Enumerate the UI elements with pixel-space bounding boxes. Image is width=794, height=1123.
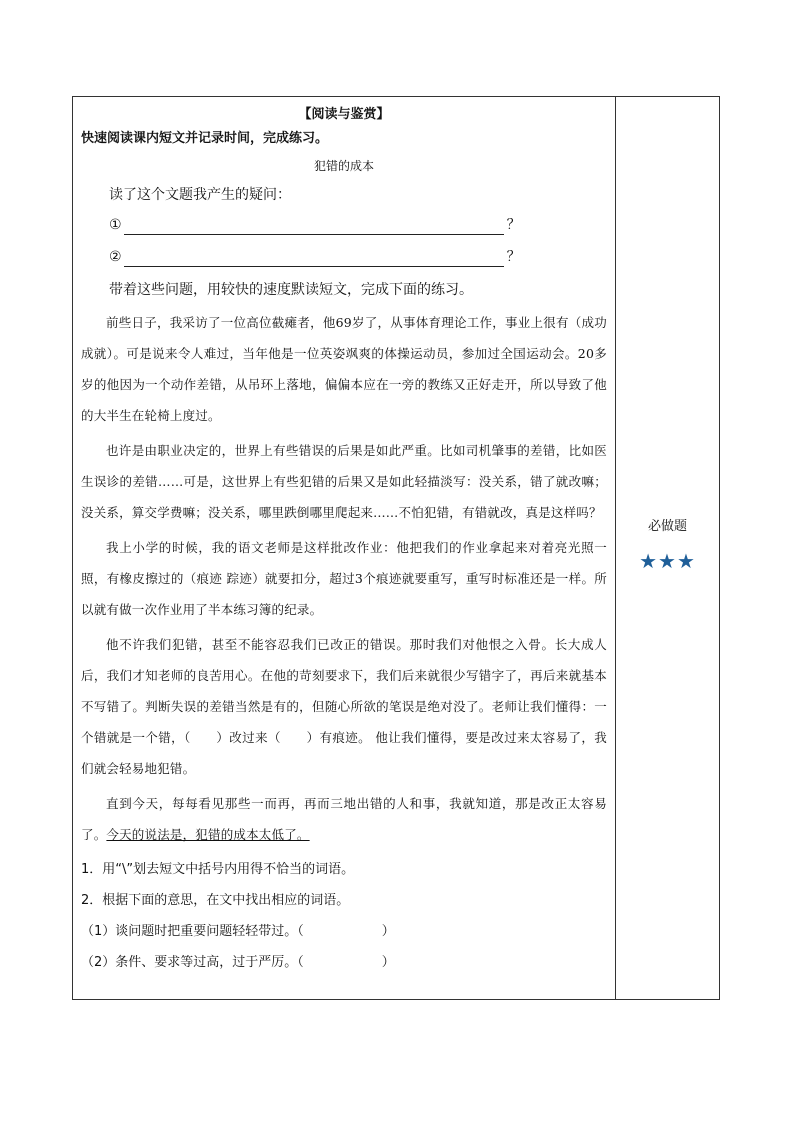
worksheet-table (72, 96, 720, 1000)
sub-question-1: （1）谈问题时把重要问题轻轻带过。（ ） (81, 924, 395, 939)
answer-blank[interactable] (124, 248, 504, 267)
question-mark: ？ (506, 249, 521, 265)
essay-paragraph-last (81, 788, 607, 850)
side-cell (615, 97, 719, 999)
essay-paragraph: 他不许我们犯错，甚至不能容忍我们已改正的错误。那时我们对他恨之入骨。长大成人后，我们才知老师的良苦用心。在他的苛刻要求下，我们后来就很少写错字了，再后来就基本不写错了。判断失误的差错当然是有的，但随心所欲的笔误是绝对没了。老师让我们懂得：一个错就是一个错，（ ）改过来（ ）有痕迹。 他让我们懂得，要是改过来太容易了，我们就会轻易地犯错。 (81, 637, 607, 776)
essay-paragraph: 我上小学的时候，我的语文老师是这样批改作业：他把我们的作业拿起来对着亮光照一照，有橡皮擦过的（痕迹 踪迹）就要扣分，超过3个痕迹就要重写，重写时标准还是一样。所以就有做一次作业用了半本练习簿的纪录。 (81, 540, 607, 617)
answer-blank[interactable] (124, 216, 504, 235)
sub-question-2: （2）条件、要求等过高，过于严厉。（ ） (81, 955, 395, 970)
doubt-marker: ① (109, 217, 122, 233)
essay-title: 犯错的成本 (313, 159, 374, 173)
doubt-prompt: 读了这个文题我产生的疑问： (109, 187, 291, 203)
underlined-sentence: 今天的说法是，犯错的成本太低了。 (106, 827, 310, 842)
question-1: 1．用“\”划去短文中括号内用得不恰当的词语。 (81, 862, 355, 877)
content-cell (73, 97, 615, 999)
question-2: 2．根据下面的意思，在文中找出相应的词语。 (81, 893, 350, 908)
section-title: 【阅读与鉴赏】 (298, 107, 390, 122)
star-rating: ★★★ (639, 549, 696, 573)
essay-paragraph: 前些日子，我采访了一位高位截瘫者，他69岁了，从事体育理论工作，事业上很有（成功成就）。可是说来令人难过，当年他是一位英姿飒爽的体操运动员，参加过全国运动会。20多岁的他因为一个动作差错，从吊环上落地，偏偏本应在一旁的教练又正好走开，所以导致了他的大半生在轮椅上度过。 (81, 315, 607, 423)
read-prompt: 带着这些问题，用较快的速度默读短文，完成下面的练习。 (109, 282, 473, 298)
doubt-line-2 (81, 241, 607, 273)
paragraph-lead: 直到今天，每每看见那些一而再，再而三地出错的人和事，我就知道，那是改正太容易了。 (81, 796, 607, 842)
doubt-marker: ② (109, 249, 122, 265)
essay-paragraph: 也许是由职业决定的，世界上有些错误的后果是如此严重。比如司机肇事的差错，比如医生误诊的差错……可是，这世界上有些犯错的后果又是如此轻描淡写：没关系，错了就改嘛；没关系，算交学费嘛；没关系，哪里跌倒哪里爬起来……不怕犯错，有错就改，真是这样吗？ (81, 443, 607, 520)
doubt-line-1 (81, 209, 607, 241)
question-mark: ？ (506, 217, 521, 233)
instruction-text: 快速阅读课内短文并记录时间，完成练习。 (81, 131, 329, 146)
required-label: 必做题 (647, 519, 687, 534)
